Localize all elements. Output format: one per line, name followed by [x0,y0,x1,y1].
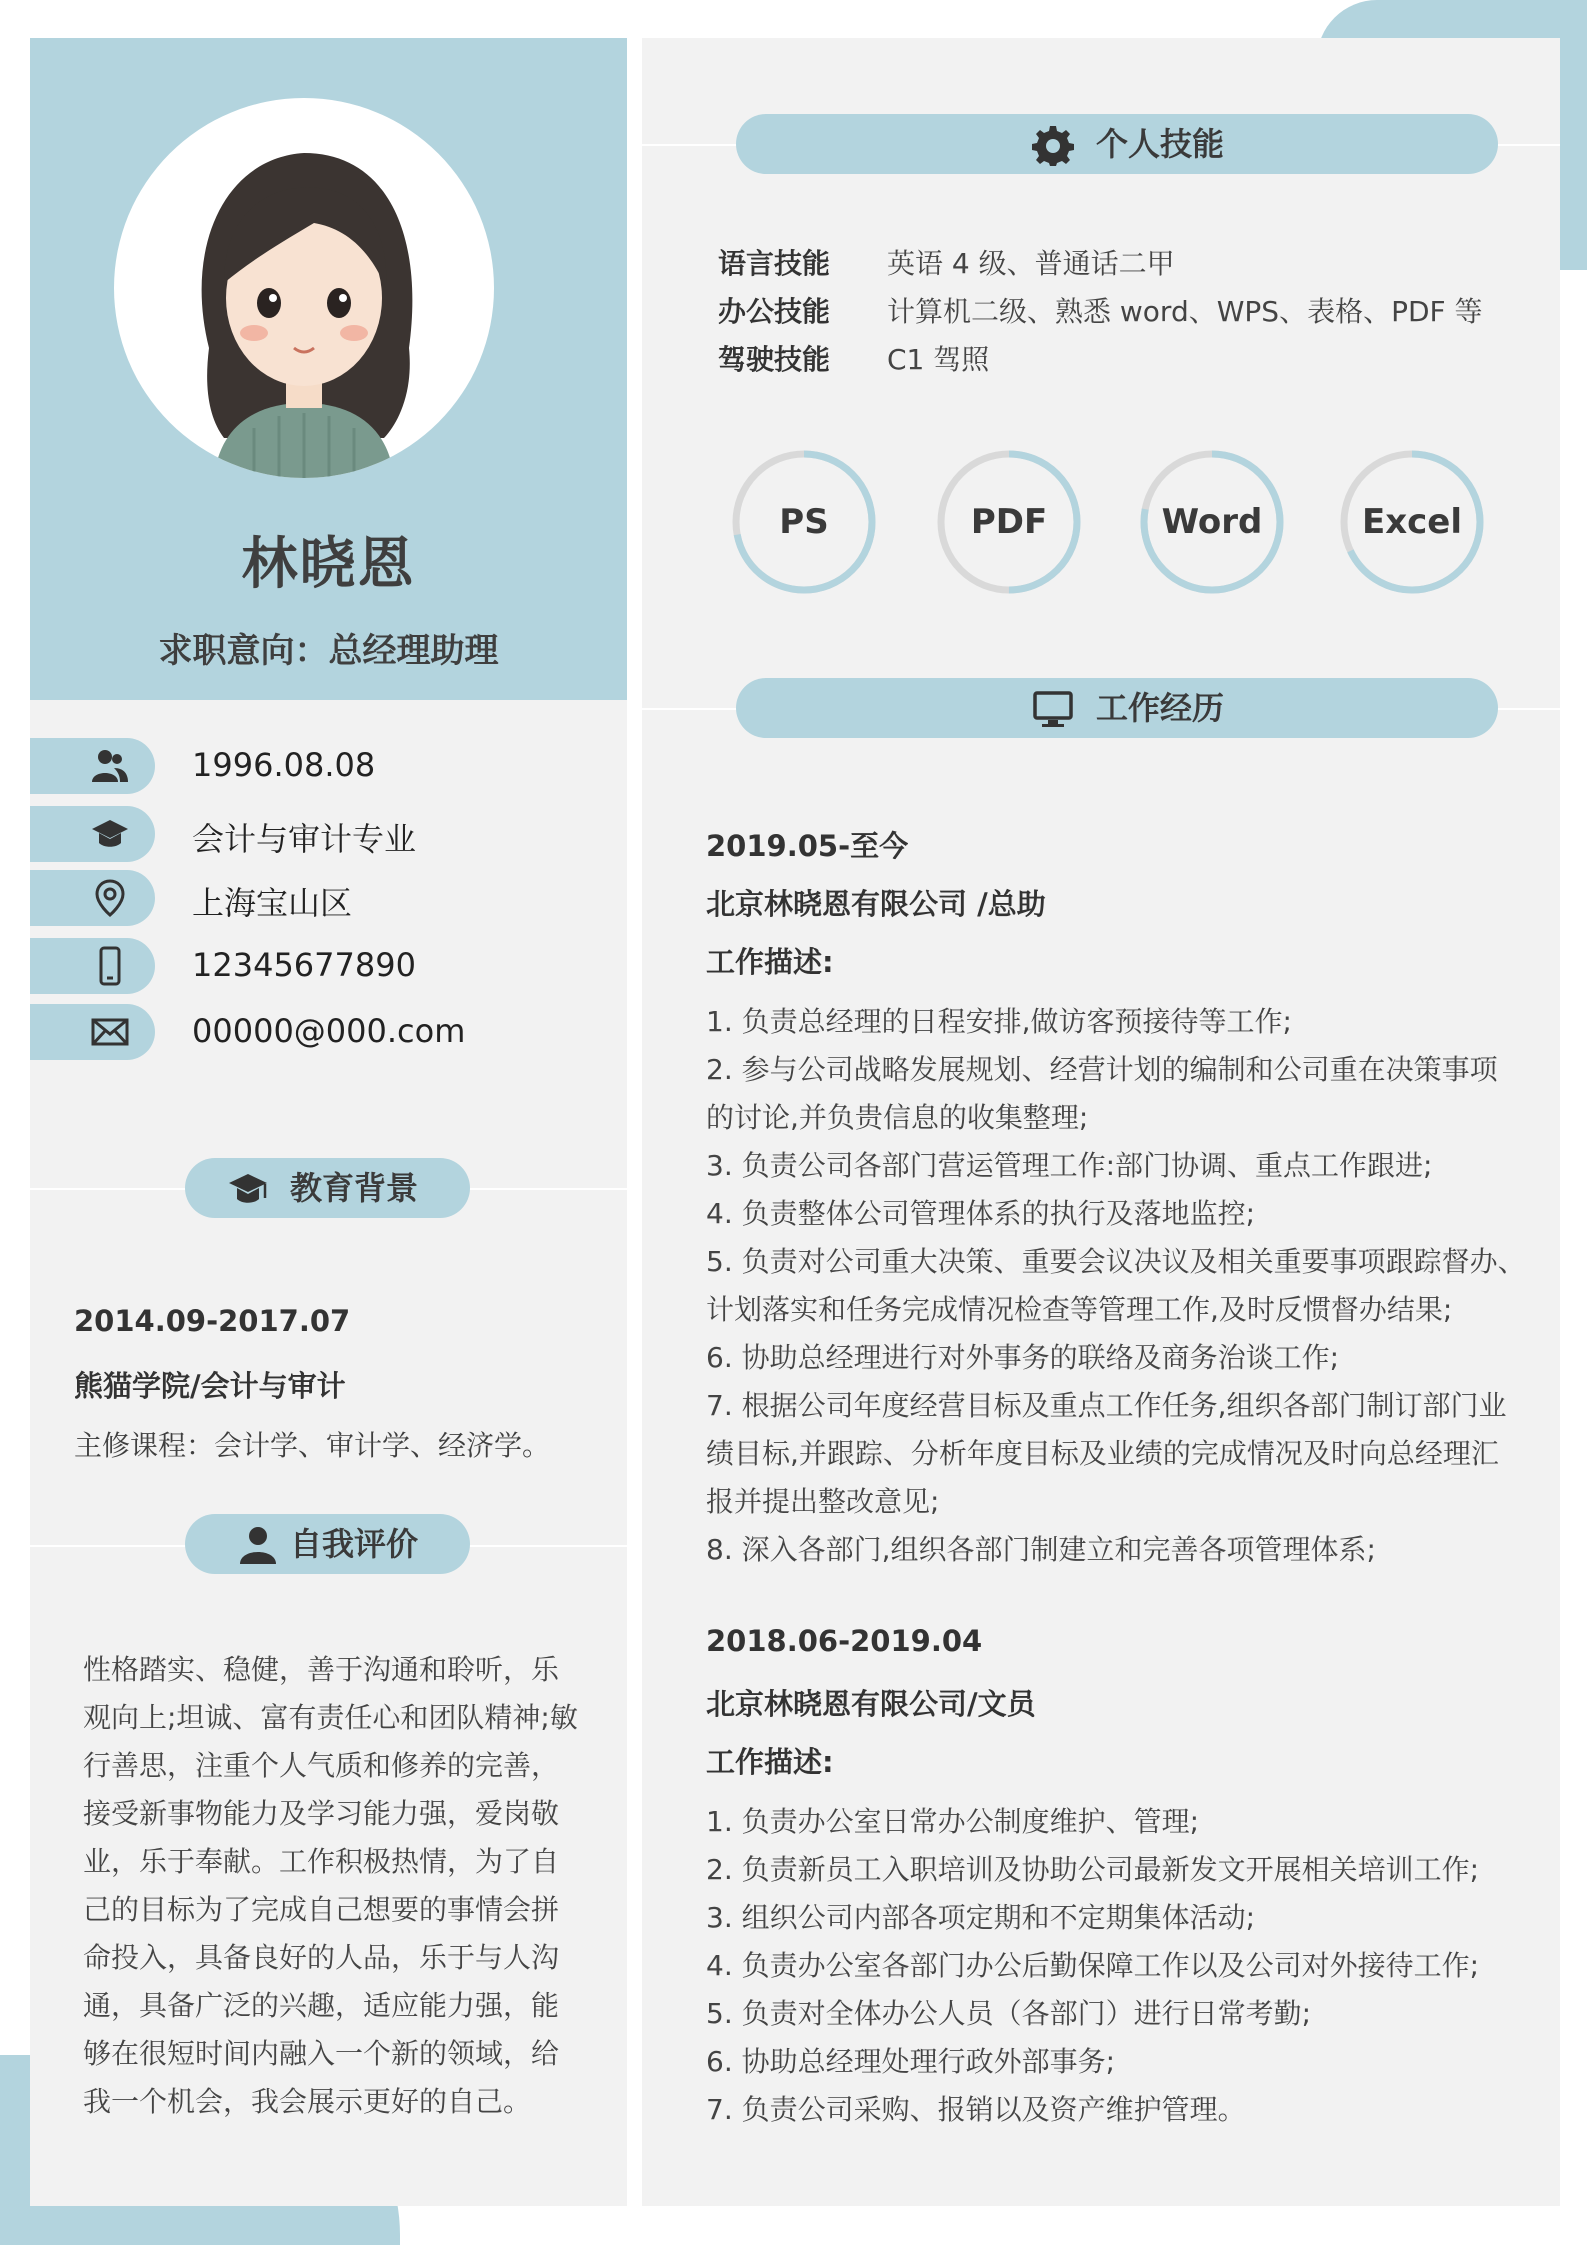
education-title: 教育背景 [290,1169,419,1207]
job-duty-line: 7. 负责公司采购、报销以及资产维护管理。 [706,2093,1246,2126]
job-duty-line: 7. 根据公司年度经营目标及重点工作任务,组织各部门制订部门业 [706,1389,1507,1422]
job-duty-line: 1. 负责办公室日常办公制度维护、管理; [706,1805,1200,1838]
contact-row-email [30,1004,627,1060]
skill-ring-word [1138,448,1286,596]
right-column [642,38,1560,2206]
job-duty-line: 的讨论,并负贵信息的收集整理; [706,1101,1089,1134]
skill-label-language: 语言技能 [718,247,831,280]
major-text: 会计与审计专业 [192,820,417,858]
skill-value-driving: C1 驾照 [887,343,990,376]
skill-label-office: 办公技能 [718,295,831,328]
job-duty-line: 5. 负责对全体办公人员（各部门）进行日常考勤; [706,1997,1312,2030]
phone-icon [90,946,130,986]
job-duty-line: 8. 深入各部门,组织各部门制建立和完善各项管理体系; [706,1533,1376,1566]
contact-row-location [30,870,627,926]
self-eval-line: 我一个机会，我会展示更好的自己。 [83,2085,532,2118]
profile-header [30,38,627,700]
self-eval-title: 自我评价 [290,1525,419,1563]
skill-value-office: 计算机二级、熟悉 word、WPS、表格、PDF 等 [887,295,1483,328]
education-section-header [185,1158,470,1218]
contact-row-birthdate [30,738,627,794]
job-duty-line: 6. 协助总经理进行对外事务的联络及商务治谈工作; [706,1341,1340,1374]
avatar [114,98,494,478]
phone-text: 12345677890 [192,946,416,984]
job-period: 2018.06-2019.04 [706,1624,983,1658]
job-duty-line: 绩目标,并跟踪、分析年度目标及业绩的完成情况及时向总经理汇 [706,1437,1499,1470]
job-duty-line: 4. 负责办公室各部门办公后勤保障工作以及公司对外接待工作; [706,1949,1480,1982]
contact-row-phone [30,938,627,994]
work-section-header [736,678,1498,738]
self-eval-line: 性格踏实、稳健，善于沟通和聆听，乐 [83,1653,560,1686]
job-duty-line: 3. 负责公司各部门营运管理工作:部门协调、重点工作跟进; [706,1149,1433,1182]
skills-title: 个人技能 [1096,125,1225,163]
candidate-name: 林晓恩 [241,532,416,597]
self-eval-line: 观向上;坦诚、富有责任心和团队精神;敏 [83,1701,578,1734]
self-eval-line: 够在很短时间内融入一个新的领域，给 [83,2037,560,2070]
job-duty-line: 2. 负责新员工入职培训及协助公司最新发文开展相关培训工作; [706,1853,1480,1886]
skill-ring-label: Excel [1361,502,1463,542]
birthdate-text: 1996.08.08 [192,746,376,784]
skills-section-header [736,114,1498,174]
education-school: 熊猫学院/会计与审计 [74,1369,346,1403]
education-courses: 主修课程：会计学、审计学、经济学。 [74,1429,551,1462]
skill-label-driving: 驾驶技能 [718,343,831,376]
self-eval-line: 业，乐于奉献。工作积极热情，为了自 [83,1845,560,1878]
self-eval-line: 命投入，具备良好的人品，乐于与人沟 [83,1941,560,1974]
skill-value-language: 英语 4 级、普通话二甲 [887,247,1175,280]
job-duty-line: 4. 负责整体公司管理体系的执行及落地监控; [706,1197,1256,1230]
skill-ring-ps [730,448,878,596]
skill-ring-excel [1338,448,1486,596]
education-period: 2014.09-2017.07 [74,1304,351,1338]
job-duty-line: 2. 参与公司战略发展规划、经营计划的编制和公司重在决策事项 [706,1053,1498,1086]
skill-ring-pdf [935,448,1083,596]
skill-ring-label: PDF [970,502,1048,542]
email-text: 00000@000.com [192,1012,466,1050]
location-text: 上海宝山区 [192,884,353,922]
job-intent: 求职意向：总经理助理 [158,631,499,671]
self-eval-line: 己的目标为了完成自己想要的事情会拼 [83,1893,560,1926]
work-title: 工作经历 [1096,689,1225,727]
self-eval-paragraph [83,1646,583,2126]
skill-ring-label: PS [779,502,829,542]
job-period: 2019.05-至今 [706,829,909,863]
job-company: 北京林晓恩有限公司 /总助 [706,887,1046,921]
gear-icon [1032,124,1074,166]
envelope-icon [90,1012,130,1052]
job-desc-label: 工作描述: [706,1745,834,1779]
job-company: 北京林晓恩有限公司/文员 [706,1687,1036,1721]
avatar-illustration [114,98,494,478]
job-duty-line: 1. 负责总经理的日程安排,做访客预接待等工作; [706,1005,1292,1038]
job-desc-label: 工作描述: [706,945,834,979]
graduation-cap-icon [227,1168,269,1210]
person-icon [237,1524,279,1566]
self-eval-line: 通，具备广泛的兴趣，适应能力强，能 [83,1989,560,2022]
person-icon [90,746,130,786]
skill-ring-label: Word [1161,502,1263,542]
job-duty-line: 6. 协助总经理处理行政外部事务; [706,2045,1116,2078]
graduation-cap-icon [90,814,130,854]
monitor-icon [1032,688,1074,730]
job-duty-line: 5. 负责对公司重大决策、重要会议决议及相关重要事项跟踪督办、 [706,1245,1526,1278]
location-pin-icon [90,878,130,918]
self-eval-section-header [185,1514,470,1574]
contact-row-major [30,806,627,862]
self-eval-line: 接受新事物能力及学习能力强，爱岗敬 [83,1797,560,1830]
self-eval-line: 行善思，注重个人气质和修养的完善， [83,1749,560,1782]
job-duty-line: 计划落实和任务完成情况检查等管理工作,及时反惯督办结果; [706,1293,1453,1326]
job-duty-line: 报并提出整改意见; [706,1485,940,1518]
job-duty-line: 3. 组织公司内部各项定期和不定期集体活动; [706,1901,1256,1934]
